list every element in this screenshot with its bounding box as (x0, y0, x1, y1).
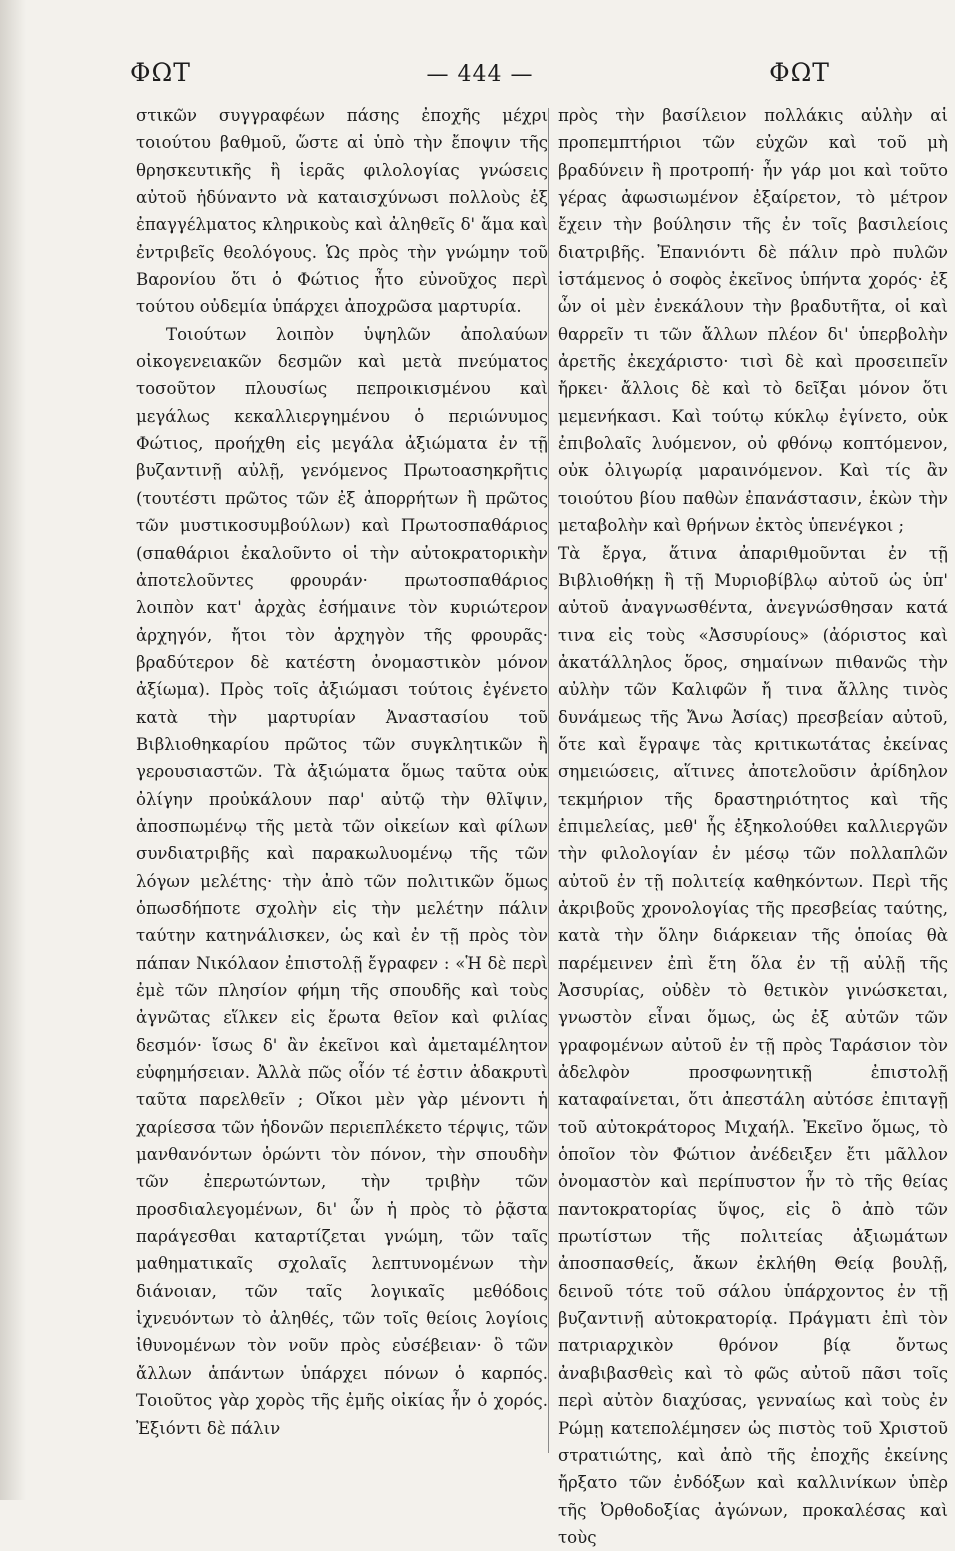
running-header (130, 58, 830, 98)
column-divider (548, 108, 549, 1453)
right-paragraph-2: Τὰ ἔργα, ἅτινα ἀπαριθμοῦνται ἐν τῇ Βιβλιοθήκῃ ἢ τῇ Μυριοβίβλῳ αὐτοῦ ὡς ὑπ' αὐτοῦ ἀναγνωσθέντα, ἀνεγνώσθησαν κατά τινα εἰς τοὺς «Ἀσσυρίους» (ἀόριστος καὶ ἀκατάλληλος ὅρος, σημαίνων πιθανῶς τὴν αὐλὴν τῶν Καλιφῶν ἤ τινα ἄλλης τινὸς δυνάμεως τῆς Ἄνω Ἀσίας) πρεσβείαν αὐτοῦ, ὅτε καὶ ἔγραψε τὰς κριτικωτάτας ἐκείνας σημειώσεις, αἵτινες ἀποτελοῦσιν ἀρίδηλον τεκμήριον τῆς δραστηριότητος καὶ τῆς ἐπιμελείας, μεθ' ἧς ἐξηκολούθει καλλιεργῶν τὴν φιλολογίαν ἐν μέσῳ τῶν πολλαπλῶν αὐτοῦ ἐν τῇ πολιτείᾳ καθηκόντων. Περὶ τῆς ἀκριβοῦς χρονολογίας τῆς πρεσβείας ταύτης, κατὰ τὴν ὅλην διάρκειαν τῆς ὁποίας θὰ παρέμεινεν ἐπὶ ἔτη ὅλα ἐν τῇ αὐλῇ τῆς Ἀσσυρίας, οὐδὲν τὸ θετικὸν γινώσκεται, γνωστὸν εἶναι ὅμως, ὡς ἐξ αὐτῶν τῶν γραφομένων αὐτοῦ ἐν τῇ πρὸς Ταράσιον τὸν ἀδελφὸν προσφωνητικῇ ἐπιστολῇ καταφαίνεται, ὅτι ἀπεστάλη αὐτόσε ἐπιταγῇ τοῦ αὐτοκράτορος Μιχαήλ. Ἐκεῖνο ὅμως, τὸ ὁποῖον τὸν Φώτιον ἀνέδειξεν ἔτι μᾶλλον ὀνομαστὸν καὶ περίπυστον ἦν τὸ τῆς θείας παντοκρατορίας ὕψος, εἰς ὃ ἀπὸ τῶν πρωτίστων τῆς πολιτείας ἀξιωμάτων ἀποσπασθείς, ἄκων ἐκλήθη Θείᾳ βουλῇ, δεινοῦ τότε τοῦ σάλου ὑπάρχοντος ἐν τῇ βυζαντινῇ αὐτοκρατορίᾳ. Πράγματι ἐπὶ τὸν πατριαρχικὸν θρόνον βίᾳ ὄντως ἀναβιβασθεὶς καὶ τὸ φῶς αὐτοῦ πᾶσι τοῖς περὶ αὐτὸν διαχύσας, γενναίως καὶ τοὺς ἐν Ρώμῃ κατεπολέμησεν ὡς πιστὸς τοῦ Χριστοῦ στρατιώτης, καὶ ἀπὸ τῆς ἐποχῆς ἐκείνης ἤρξατο τῶν ἐνδόξων καὶ καλλινίκων ὑπὲρ τῆς Ὀρθοδοξίας ἀγώνων, προκαλέσας καὶ τοὺς (558, 540, 948, 1551)
right-paragraph-1: πρὸς τὴν βασίλειον πολλάκις αὐλὴν αἱ προπεμπτήριοι τῶν εὐχῶν καὶ τοῦ μὴ βραδύνειν ἢ προτροπή· ἦν γάρ μοι καὶ τοῦτο γέρας ἀφωσιωμένον ἐξαίρετον, τὸ μέτρον ἔχειν τὴν βούλησιν τῆς ἐν τοῖς βασιλείοις διατριβῆς. Ἐπανιόντι δὲ πάλιν πρὸ πυλῶν ἱστάμενος ὁ σοφὸς ἐκεῖνος ὑπήντα χορός· ἐξ ὧν οἱ μὲν ἐνεκάλουν τὴν βραδυτῆτα, οἱ καὶ θαρρεῖν τι τῶν ἄλλων πλέον δι' ὑπερβολὴν ἀρετῆς ἐκεχάριστο· τισὶ δὲ καὶ προσειπεῖν ἤρκει· ἄλλοις δὲ καὶ τὸ δεῖξαι μόνον ὅτι μεμενήκασι. Καὶ τούτῳ κύκλῳ ἐγίνετο, οὐκ ἐπιβολαῖς λυόμενον, οὐ φθόνῳ κοπτόμενον, οὐκ ὀλιγωρίᾳ μαραινόμενον. Καὶ τίς ἂν τοιούτου βίου παθὼν ἐπανάστασιν, ἑκὼν τὴν μεταβολὴν καὶ θρήνων ἐκτὸς ὑπενέγκοι ; (558, 102, 948, 540)
right-column (558, 102, 948, 1551)
header-right-word: ΦΩΤ (769, 58, 830, 87)
header-left-word: ΦΩΤ (130, 58, 191, 87)
left-paragraph-2: Τοιούτων λοιπὸν ὑψηλῶν ἀπολαύων οἰκογενειακῶν δεσμῶν καὶ μετὰ πνεύματος τοσοῦτον πλουσίως πεπροικισμένου καὶ μεγάλως κεκαλλιεργημένου ὁ περιώνυμος Φώτιος, προήχθη εἰς μεγάλα ἀξιώματα ἐν τῇ βυζαντινῇ αὐλῇ, γενόμενος Πρωτοασηκρῆτις (τουτέστι πρῶτος τῶν ἐξ ἀπορρήτων ἢ πρῶτος τῶν μυστικοσυμβούλων) καὶ Πρωτοσπαθάριος (σπαθάριοι ἐκαλοῦντο οἱ τὴν αὐτοκρατορικὴν ἀποτελοῦντες φρουράν· πρωτοσπαθάριος λοιπὸν κατ' ἀρχὰς ἐσήμαινε τὸν κυριώτερον ἀρχηγόν, ἤτοι τὸν ἀρχηγὸν τῆς φρουρᾶς· βραδύτερον δὲ κατέστη ὀνομαστικὸν μόνον ἀξίωμα). Πρὸς τοῖς ἀξιώμασι τούτοις ἐγένετο κατὰ τὴν μαρτυρίαν Ἀναστασίου τοῦ Βιβλιοθηκαρίου πρῶτος τῶν συγκλητικῶν ἢ γερουσιαστῶν. Τὰ ἀξιώματα ὅμως ταῦτα οὐκ ὀλίγην προὐκάλουν παρ' αὐτῷ τὴν θλῖψιν, ἀποσπωμένῳ τῆς μετὰ τῶν οἰκείων καὶ φίλων συνδιατριβῆς καὶ παρακωλυομένῳ τῆς τῶν λόγων μελέτης· τὴν ἀπὸ τῶν πολιτικῶν ὅμως ὁπωσδήποτε σχολὴν εἰς τὴν μελέτην πάλιν ταύτην κατηνάλισκεν, ὡς καὶ ἐν τῇ πρὸς τὸν πάπαν Νικόλαον ἐπιστολῇ ἔγραφεν : «Ἡ δὲ περὶ ἐμὲ τῶν πλησίον φήμη τῆς σπουδῆς καὶ τοὺς ἀγνῶτας εἵλκεν εἰς ἔρωτα θεῖον καὶ φιλίας δεσμόν· ἴσως δ' ἂν ἐκεῖνοι καὶ ἀμεταμέλητον εὐφημήσειαν. Ἀλλὰ πῶς οἷόν τέ ἐστιν ἀδακρυτὶ ταῦτα παρελθεῖν ; Οἴκοι μὲν γὰρ μένοντι ἡ χαρίεσσα τῶν ἡδονῶν περιεπλέκετο τέρψις, τῶν μανθανόντων ὁρώντι τὸν πόνον, τὴν σπουδὴν τῶν ἐπερωτώντων, τὴν τριβὴν τῶν προσδιαλεγομένων, δι' ὧν ἡ πρὸς τὸ ῥᾷστα παράγεσθαι καταρτίζεται γνώμη, τῶν ταῖς μαθηματικαῖς σχολαῖς λεπτυνομένων τὴν διάνοιαν, τῶν ταῖς λογικαῖς μεθόδοις ἰχνευόντων τὸ ἀληθές, τῶν τοῖς θείοις λογίοις ἰθυνομένων τὸν νοῦν πρὸς εὐσέβειαν· ὃ τῶν ἄλλων ἁπάντων ὑπάρχει πόνων ὁ καρπός. Τοιοῦτος γὰρ χορὸς τῆς ἐμῆς οἰκίας ἦν ὁ χορός. Ἐξιόντι δὲ πάλιν (136, 321, 548, 1442)
page-number: — 444 — (427, 62, 534, 87)
left-paragraph-1: στικῶν συγγραφέων πάσης ἐποχῆς μέχρι τοιούτου βαθμοῦ, ὥστε αἱ ὑπὸ τὴν ἔποψιν τῆς θρησκευτικῆς ἢ ἱερᾶς φιλολογίας γνώσεις αὐτοῦ ἠδύναντο νὰ καταισχύνωσι πολλοὺς ἐξ ἐπαγγέλματος κληρικοὺς καὶ ἀληθεῖς δ' ἅμα καὶ ἐντριβεῖς θεολόγους. Ὡς πρὸς τὴν γνώμην τοῦ Βαρονίου ὅτι ὁ Φώτιος ἦτο εὐνοῦχος περὶ τούτου οὐδεμία ὑπάρχει ἀποχρῶσα μαρτυρία. (136, 102, 548, 321)
left-column (136, 102, 548, 1442)
page-binding-edge (0, 0, 26, 1500)
